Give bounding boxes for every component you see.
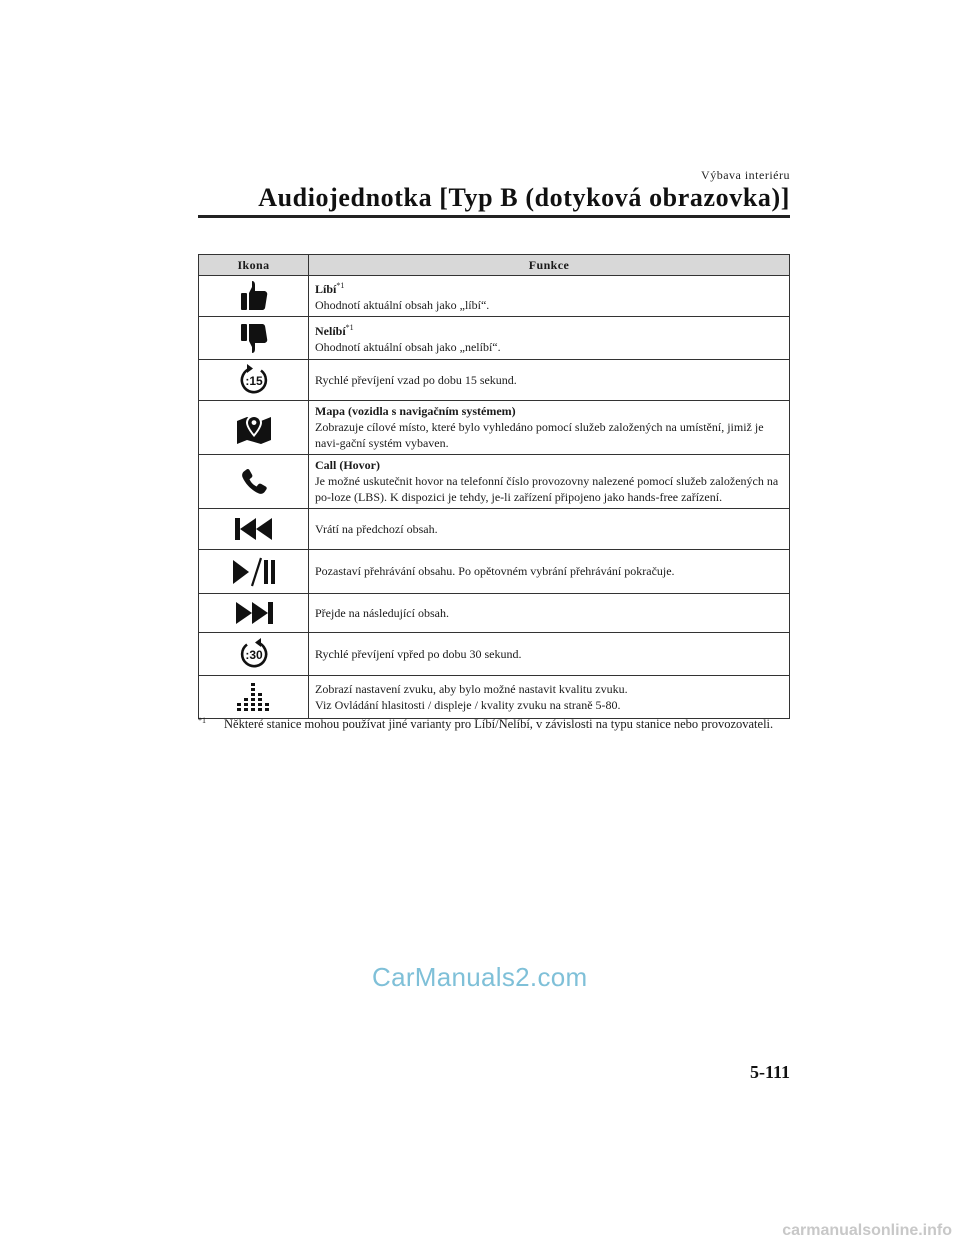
column-header-icon: Ikona [199, 255, 309, 276]
table-row [199, 317, 790, 360]
table-row [199, 633, 790, 676]
function-title: Call (Hovor) [315, 458, 380, 472]
function-title: Mapa (vozidla s navigačním systémem) [315, 404, 516, 418]
function-description: Zobrazí nastavení zvuku, aby bylo možné nastavit kvalitu zvuku. [315, 681, 628, 696]
thumbs-up-icon [237, 279, 271, 313]
skip-next-icon [232, 599, 276, 627]
function-description: Vrátí na předchozí obsah. [315, 521, 438, 536]
footnote-marker: *1 [198, 716, 206, 725]
column-header-function: Funkce [309, 255, 790, 276]
section-label: Výbava interiéru [701, 168, 790, 182]
table-row [199, 676, 790, 719]
function-description: Zobrazuje cílové místo, které bylo vyhledáno pomocí služeb založených na umístění, jimiž je navi-gační systém vybaven. [315, 420, 764, 450]
table-row [199, 550, 790, 594]
page-number: 5-111 [749, 1062, 790, 1082]
footnote [198, 716, 798, 732]
equalizer-icon [234, 679, 274, 715]
function-description: Přejde na následující obsah. [315, 605, 449, 620]
function-description: Rychlé převíjení vpřed po dobu 30 sekund. [315, 646, 522, 661]
function-description: Pozastaví přehrávání obsahu. Po opětovném vybrání přehrávání pokračuje. [315, 564, 675, 578]
skip-previous-icon [232, 515, 276, 543]
title-rule [198, 215, 790, 218]
svg-text::30: :30 [244, 648, 263, 662]
table-row [199, 594, 790, 633]
table-row [199, 401, 790, 455]
function-description: Rychlé převíjení vzad po dobu 15 sekund. [315, 372, 517, 387]
site-watermark: carmanualsonline.info [782, 1222, 952, 1239]
function-title: Líbí [315, 282, 337, 296]
watermark-logo: CarManuals2.com [372, 962, 588, 992]
function-title: Nelíbí [315, 324, 346, 338]
forward-30-icon [237, 637, 271, 671]
rewind-15-icon [237, 363, 271, 397]
play-pause-icon [230, 555, 278, 589]
table-row [199, 360, 790, 401]
cross-reference-link[interactable]: Viz Ovládání hlasitosti / displeje / kvality zvuku na straně 5-80. [315, 697, 621, 712]
table-row [199, 455, 790, 509]
map-pin-icon [234, 410, 274, 446]
svg-text::15: :15 [244, 374, 263, 388]
phone-icon [238, 466, 270, 498]
icon-function-table [198, 254, 790, 719]
function-description: Ohodnotí aktuální obsah jako „nelíbí“. [315, 340, 501, 354]
footnote-ref: *1 [336, 281, 345, 290]
footnote-text: Některé stanice mohou používat jiné varianty pro Líbí/Nelíbí, v závislosti na typu stanice nebo provozovateli. [224, 717, 774, 732]
table-row [199, 276, 790, 317]
function-description: Ohodnotí aktuální obsah jako „líbí“. [315, 298, 490, 312]
footnote-ref: *1 [345, 323, 354, 332]
page-title: Audiojednotka [Typ B (dotyková obrazovka)] [258, 183, 790, 212]
table-row [199, 509, 790, 550]
table-header-row [199, 255, 790, 276]
thumbs-down-icon [237, 321, 271, 355]
function-description: Je možné uskutečnit hovor na telefonní číslo provozovny nalezené pomocí služeb založených na po-loze (LBS). K dispozici je tehdy, je-li zařízení připojeno jako hands-free zařízení. [315, 474, 779, 504]
